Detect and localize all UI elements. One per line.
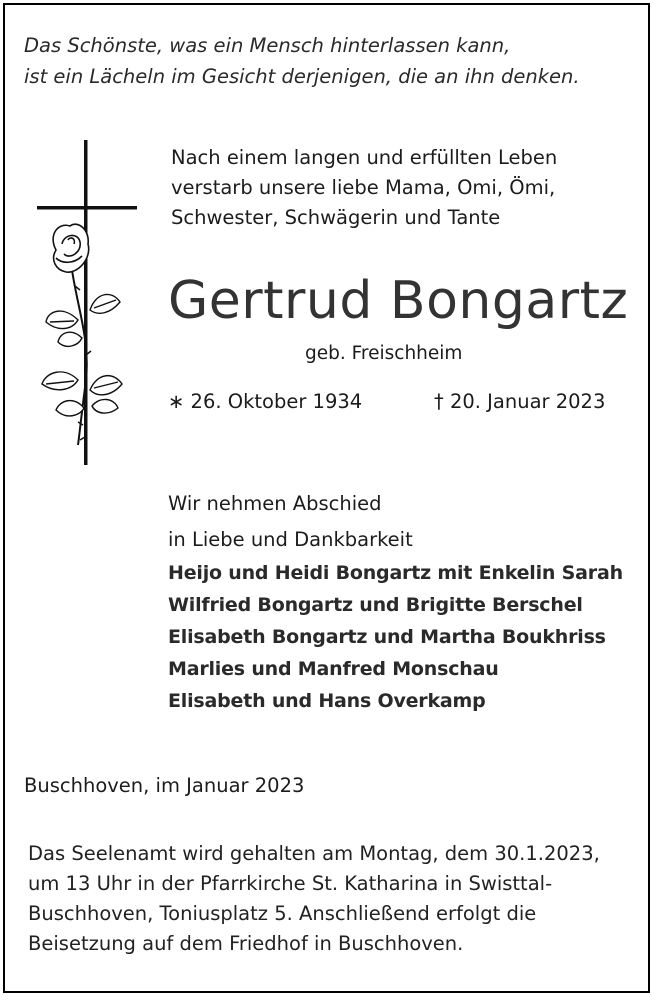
intro-line: Schwester, Schwägerin und Tante bbox=[171, 206, 501, 229]
mourner-entry: Elisabeth Bongartz und Martha Boukhriss bbox=[168, 626, 606, 648]
service-info bbox=[28, 839, 600, 959]
farewell-line: in Liebe und Dankbarkeit bbox=[168, 528, 413, 551]
mourner-entry: Wilfried Bongartz und Brigitte Berschel bbox=[168, 594, 583, 616]
death-date: † 20. Januar 2023 bbox=[434, 390, 606, 413]
farewell-text bbox=[168, 486, 413, 558]
quote-line: ist ein Lächeln im Gesicht derjenigen, die an ihn denken. bbox=[24, 65, 580, 88]
mourner-entry: Heijo und Heidi Bongartz mit Enkelin Sarah bbox=[168, 562, 623, 584]
service-line: um 13 Uhr in der Pfarrkirche St. Katharina in Swisttal- bbox=[28, 872, 553, 895]
birth-date: ∗ 26. Oktober 1934 bbox=[168, 390, 363, 413]
service-line: Buschhoven, Toniusplatz 5. Anschließend erfolgt die bbox=[28, 902, 537, 925]
service-line: Das Seelenamt wird gehalten am Montag, dem 30.1.2023, bbox=[28, 842, 600, 865]
service-line: Beisetzung auf dem Friedhof in Buschhoven. bbox=[28, 932, 464, 955]
mourners-list bbox=[168, 557, 623, 717]
mourner-entry: Marlies und Manfred Monschau bbox=[168, 658, 499, 680]
intro-text bbox=[171, 143, 557, 233]
intro-line: Nach einem langen und erfüllten Leben bbox=[171, 146, 558, 169]
intro-line: verstarb unsere liebe Mama, Omi, Ömi, bbox=[171, 176, 556, 199]
mourner-entry: Elisabeth und Hans Overkamp bbox=[168, 690, 486, 712]
cross-with-rose-icon bbox=[34, 140, 144, 470]
deceased-name: Gertrud Bongartz bbox=[168, 271, 629, 331]
quote-line: Das Schönste, was ein Mensch hinterlassen kann, bbox=[24, 34, 511, 57]
memorial-quote bbox=[24, 30, 580, 92]
farewell-line: Wir nehmen Abschied bbox=[168, 492, 382, 515]
place-and-date: Buschhoven, im Januar 2023 bbox=[24, 774, 305, 797]
maiden-name: geb. Freischheim bbox=[305, 343, 463, 364]
